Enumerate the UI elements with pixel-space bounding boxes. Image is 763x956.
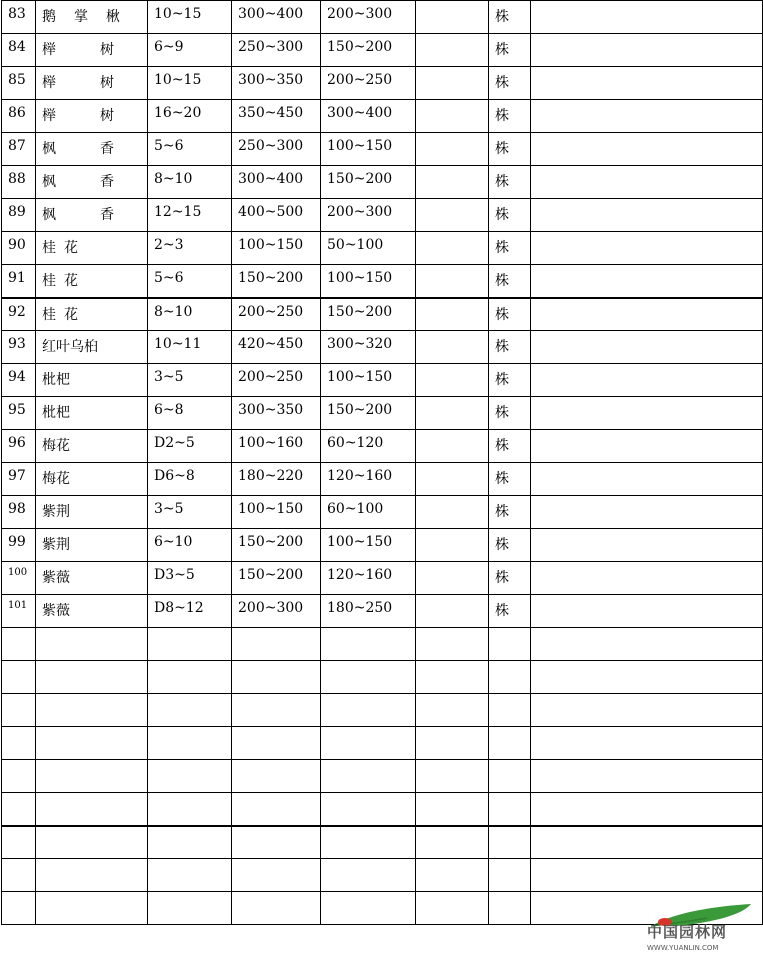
spec-c: 150~200 — [321, 166, 416, 199]
empty-cell — [232, 694, 321, 727]
unit-cell: 株 — [489, 232, 531, 265]
plant-table — [1, 0, 763, 925]
empty-cell — [36, 793, 148, 826]
empty-cell — [531, 760, 763, 793]
plant-name-char: 桂 — [42, 306, 56, 323]
spec-c: 300~320 — [321, 331, 416, 364]
empty-cell — [416, 892, 489, 925]
empty-cell — [148, 826, 232, 859]
plant-name-char: 花 — [64, 240, 78, 256]
empty-cell — [232, 793, 321, 826]
watermark-url: WWW.YUANLIN.COM — [647, 944, 719, 952]
empty-cell — [416, 628, 489, 661]
spec-c: 100~150 — [321, 364, 416, 397]
remark-cell — [531, 199, 763, 232]
empty-cell — [416, 727, 489, 760]
table-row — [2, 232, 763, 265]
plant-name — [36, 430, 148, 463]
table-body — [2, 1, 763, 925]
spec-c: 150~200 — [321, 298, 416, 331]
empty-cell — [36, 661, 148, 694]
spec-b: 300~350 — [232, 397, 321, 430]
remark-cell — [531, 232, 763, 265]
remark-cell — [531, 166, 763, 199]
plant-name-char: 香 — [100, 141, 114, 157]
plant-name-char: 楸 — [106, 9, 120, 25]
plant-name-char: 花 — [64, 273, 78, 289]
plant-name — [36, 397, 148, 430]
table-row — [2, 133, 763, 166]
spec-c: 150~200 — [321, 34, 416, 67]
spec-c: 300~400 — [321, 100, 416, 133]
blank-cell — [416, 166, 489, 199]
blank-cell — [416, 331, 489, 364]
plant-name — [36, 166, 148, 199]
empty-cell — [321, 760, 416, 793]
plant-name — [36, 232, 148, 265]
plant-name — [36, 265, 148, 298]
row-index: 97 — [2, 463, 36, 496]
spec-a: 3~5 — [148, 496, 232, 529]
spec-a: 10~11 — [148, 331, 232, 364]
spec-a: 6~9 — [148, 34, 232, 67]
plant-name-text: 梅花 — [42, 471, 70, 487]
plant-name — [36, 496, 148, 529]
spec-b: 200~250 — [232, 298, 321, 331]
blank-cell — [416, 34, 489, 67]
spec-b: 100~150 — [232, 496, 321, 529]
empty-cell — [531, 694, 763, 727]
row-index: 96 — [2, 430, 36, 463]
empty-cell — [321, 661, 416, 694]
remark-cell — [531, 100, 763, 133]
spec-a: 5~6 — [148, 265, 232, 298]
plant-name-char: 桂 — [42, 273, 56, 289]
empty-cell — [2, 892, 36, 925]
empty-cell — [36, 892, 148, 925]
unit-cell: 株 — [489, 67, 531, 100]
row-index: 93 — [2, 331, 36, 364]
empty-cell — [36, 628, 148, 661]
empty-cell — [416, 859, 489, 892]
plant-name-text — [42, 6, 120, 26]
spec-a: 10~15 — [148, 67, 232, 100]
row-index: 90 — [2, 232, 36, 265]
empty-cell — [36, 826, 148, 859]
empty-cell — [2, 760, 36, 793]
table-row — [2, 1, 763, 34]
empty-row — [2, 826, 763, 859]
empty-cell — [2, 826, 36, 859]
blank-cell — [416, 595, 489, 628]
remark-cell — [531, 463, 763, 496]
empty-cell — [2, 859, 36, 892]
remark-cell — [531, 430, 763, 463]
row-index: 94 — [2, 364, 36, 397]
empty-cell — [489, 892, 531, 925]
spec-c: 120~160 — [321, 463, 416, 496]
blank-cell — [416, 67, 489, 100]
row-index: 92 — [2, 298, 36, 331]
empty-cell — [321, 727, 416, 760]
empty-cell — [321, 694, 416, 727]
unit-cell: 株 — [489, 463, 531, 496]
spec-b: 420~450 — [232, 331, 321, 364]
unit-cell: 株 — [489, 397, 531, 430]
empty-cell — [321, 826, 416, 859]
spec-b: 350~450 — [232, 100, 321, 133]
watermark-text: 中国园林网 — [647, 923, 728, 941]
empty-cell — [531, 661, 763, 694]
table-row — [2, 496, 763, 529]
plant-name-text: 红叶乌桕 — [42, 339, 98, 355]
empty-cell — [416, 793, 489, 826]
table-row — [2, 463, 763, 496]
plant-name — [36, 463, 148, 496]
remark-cell — [531, 496, 763, 529]
spec-c: 200~250 — [321, 67, 416, 100]
spec-a: D3~5 — [148, 562, 232, 595]
plant-name-char: 掌 — [74, 9, 88, 25]
spec-c: 60~120 — [321, 430, 416, 463]
remark-cell — [531, 529, 763, 562]
spec-c: 200~300 — [321, 199, 416, 232]
plant-name-text: 枇杷 — [42, 405, 70, 421]
empty-cell — [2, 727, 36, 760]
table-row — [2, 34, 763, 67]
spec-a: 16~20 — [148, 100, 232, 133]
empty-cell — [148, 892, 232, 925]
plant-name — [36, 34, 148, 67]
blank-cell — [416, 496, 489, 529]
table-row — [2, 364, 763, 397]
empty-cell — [2, 661, 36, 694]
plant-name — [36, 331, 148, 364]
empty-cell — [232, 892, 321, 925]
blank-cell — [416, 133, 489, 166]
empty-cell — [416, 760, 489, 793]
spec-a: 12~15 — [148, 199, 232, 232]
empty-cell — [2, 628, 36, 661]
empty-cell — [232, 628, 321, 661]
spec-a: 10~15 — [148, 1, 232, 34]
empty-cell — [2, 694, 36, 727]
empty-cell — [416, 694, 489, 727]
unit-cell: 株 — [489, 364, 531, 397]
row-index: 86 — [2, 100, 36, 133]
plant-name-text — [42, 105, 114, 125]
empty-row — [2, 859, 763, 892]
blank-cell — [416, 562, 489, 595]
plant-name — [36, 595, 148, 628]
table-row — [2, 397, 763, 430]
plant-name — [36, 67, 148, 100]
unit-cell: 株 — [489, 298, 531, 331]
plant-name-text: 紫荆 — [42, 537, 70, 553]
plant-name-char: 花 — [64, 306, 78, 323]
spec-a: 3~5 — [148, 364, 232, 397]
table-row — [2, 529, 763, 562]
spec-b: 200~300 — [232, 595, 321, 628]
plant-name-char: 枫 — [42, 141, 56, 157]
row-index: 100 — [2, 562, 36, 595]
unit-cell: 株 — [489, 595, 531, 628]
spec-a: 8~10 — [148, 166, 232, 199]
empty-cell — [148, 628, 232, 661]
spec-b: 250~300 — [232, 133, 321, 166]
blank-cell — [416, 232, 489, 265]
plant-name-text — [42, 72, 114, 92]
plant-name-char: 桂 — [42, 240, 56, 256]
unit-cell: 株 — [489, 100, 531, 133]
table-row — [2, 199, 763, 232]
table-row — [2, 298, 763, 331]
blank-cell — [416, 199, 489, 232]
spec-b: 100~150 — [232, 232, 321, 265]
blank-cell — [416, 1, 489, 34]
plant-name-text — [42, 138, 114, 158]
remark-cell — [531, 133, 763, 166]
spec-c: 50~100 — [321, 232, 416, 265]
empty-cell — [36, 760, 148, 793]
spec-a: D2~5 — [148, 430, 232, 463]
empty-cell — [148, 727, 232, 760]
empty-cell — [2, 793, 36, 826]
plant-name-char: 榉 — [42, 75, 56, 91]
empty-cell — [148, 661, 232, 694]
plant-name — [36, 1, 148, 34]
plant-name — [36, 298, 148, 331]
plant-name-text — [42, 171, 114, 191]
empty-cell — [321, 892, 416, 925]
empty-cell — [489, 859, 531, 892]
empty-cell — [416, 826, 489, 859]
plant-name — [36, 364, 148, 397]
blank-cell — [416, 298, 489, 331]
plant-name-char: 树 — [100, 75, 114, 91]
spec-c: 60~100 — [321, 496, 416, 529]
empty-cell — [148, 760, 232, 793]
spec-b: 150~200 — [232, 265, 321, 298]
plant-name-char: 鹅 — [42, 9, 56, 25]
blank-cell — [416, 364, 489, 397]
spec-c: 100~150 — [321, 265, 416, 298]
blank-cell — [416, 397, 489, 430]
empty-cell — [321, 793, 416, 826]
empty-cell — [531, 628, 763, 661]
plant-name-text: 紫薇 — [42, 603, 70, 619]
row-index: 85 — [2, 67, 36, 100]
empty-cell — [148, 694, 232, 727]
row-index: 88 — [2, 166, 36, 199]
empty-cell — [36, 859, 148, 892]
spec-a: 6~10 — [148, 529, 232, 562]
empty-cell — [489, 628, 531, 661]
spec-b: 150~200 — [232, 562, 321, 595]
empty-cell — [36, 694, 148, 727]
unit-cell: 株 — [489, 430, 531, 463]
plant-name-char: 树 — [100, 108, 114, 124]
spec-c: 100~150 — [321, 133, 416, 166]
spec-c: 100~150 — [321, 529, 416, 562]
empty-cell — [148, 793, 232, 826]
empty-cell — [232, 760, 321, 793]
empty-cell — [321, 628, 416, 661]
spec-a: D6~8 — [148, 463, 232, 496]
remark-cell — [531, 1, 763, 34]
plant-name-char: 香 — [100, 207, 114, 223]
remark-cell — [531, 265, 763, 298]
unit-cell: 株 — [489, 133, 531, 166]
table-row — [2, 166, 763, 199]
spec-a: 5~6 — [148, 133, 232, 166]
plant-name-text — [42, 39, 114, 59]
remark-cell — [531, 331, 763, 364]
empty-row — [2, 793, 763, 826]
empty-row — [2, 727, 763, 760]
empty-row — [2, 760, 763, 793]
unit-cell: 株 — [489, 265, 531, 298]
row-index: 101 — [2, 595, 36, 628]
row-index: 95 — [2, 397, 36, 430]
blank-cell — [416, 529, 489, 562]
empty-cell — [36, 727, 148, 760]
remark-cell — [531, 397, 763, 430]
spec-b: 300~350 — [232, 67, 321, 100]
empty-cell — [531, 859, 763, 892]
empty-cell — [232, 727, 321, 760]
row-index: 87 — [2, 133, 36, 166]
empty-row — [2, 628, 763, 661]
plant-name-text: 紫薇 — [42, 570, 70, 586]
blank-cell — [416, 265, 489, 298]
table-row — [2, 331, 763, 364]
spec-b: 200~250 — [232, 364, 321, 397]
empty-cell — [489, 694, 531, 727]
table-row — [2, 265, 763, 298]
remark-cell — [531, 562, 763, 595]
spec-a: 6~8 — [148, 397, 232, 430]
remark-cell — [531, 34, 763, 67]
plant-name — [36, 133, 148, 166]
empty-cell — [489, 661, 531, 694]
plant-name — [36, 199, 148, 232]
spec-c: 200~300 — [321, 1, 416, 34]
plant-name-text: 梅花 — [42, 438, 70, 454]
spec-a: 2~3 — [148, 232, 232, 265]
spec-b: 150~200 — [232, 529, 321, 562]
remark-cell — [531, 595, 763, 628]
unit-cell: 株 — [489, 562, 531, 595]
spec-b: 100~160 — [232, 430, 321, 463]
watermark-logo — [647, 902, 757, 952]
unit-cell: 株 — [489, 166, 531, 199]
plant-name-char: 榉 — [42, 108, 56, 124]
remark-cell — [531, 67, 763, 100]
empty-cell — [416, 661, 489, 694]
plant-name-text — [42, 204, 114, 224]
table-row — [2, 100, 763, 133]
empty-cell — [531, 826, 763, 859]
spec-b: 180~220 — [232, 463, 321, 496]
table-row — [2, 562, 763, 595]
spec-b: 300~400 — [232, 166, 321, 199]
plant-name-char: 榉 — [42, 42, 56, 58]
row-index: 83 — [2, 1, 36, 34]
empty-cell — [232, 661, 321, 694]
remark-cell — [531, 298, 763, 331]
empty-row — [2, 661, 763, 694]
plant-name-text: 枇杷 — [42, 372, 70, 388]
empty-cell — [531, 793, 763, 826]
empty-cell — [232, 859, 321, 892]
plant-name-char: 枫 — [42, 207, 56, 223]
empty-cell — [232, 826, 321, 859]
plant-name — [36, 562, 148, 595]
spec-a: 8~10 — [148, 298, 232, 331]
empty-row — [2, 694, 763, 727]
remark-cell — [531, 364, 763, 397]
empty-cell — [489, 826, 531, 859]
unit-cell: 株 — [489, 331, 531, 364]
plant-name — [36, 529, 148, 562]
empty-cell — [321, 859, 416, 892]
row-index: 99 — [2, 529, 36, 562]
unit-cell: 株 — [489, 1, 531, 34]
table-row — [2, 430, 763, 463]
empty-cell — [148, 859, 232, 892]
unit-cell: 株 — [489, 199, 531, 232]
blank-cell — [416, 430, 489, 463]
row-index: 98 — [2, 496, 36, 529]
spec-c: 180~250 — [321, 595, 416, 628]
row-index: 84 — [2, 34, 36, 67]
spec-a: D8~12 — [148, 595, 232, 628]
empty-cell — [489, 793, 531, 826]
plant-name-char: 枫 — [42, 174, 56, 190]
unit-cell: 株 — [489, 529, 531, 562]
table-row — [2, 67, 763, 100]
plant-name-text: 紫荆 — [42, 504, 70, 520]
unit-cell: 株 — [489, 496, 531, 529]
blank-cell — [416, 100, 489, 133]
plant-name-char: 香 — [100, 174, 114, 190]
empty-cell — [531, 727, 763, 760]
plant-name — [36, 100, 148, 133]
spec-c: 150~200 — [321, 397, 416, 430]
empty-cell — [489, 727, 531, 760]
spec-c: 120~160 — [321, 562, 416, 595]
plant-name-char: 树 — [100, 42, 114, 58]
empty-cell — [489, 760, 531, 793]
spec-b: 250~300 — [232, 34, 321, 67]
unit-cell: 株 — [489, 34, 531, 67]
table-row — [2, 595, 763, 628]
blank-cell — [416, 463, 489, 496]
row-index: 91 — [2, 265, 36, 298]
spec-b: 300~400 — [232, 1, 321, 34]
row-index: 89 — [2, 199, 36, 232]
spec-b: 400~500 — [232, 199, 321, 232]
